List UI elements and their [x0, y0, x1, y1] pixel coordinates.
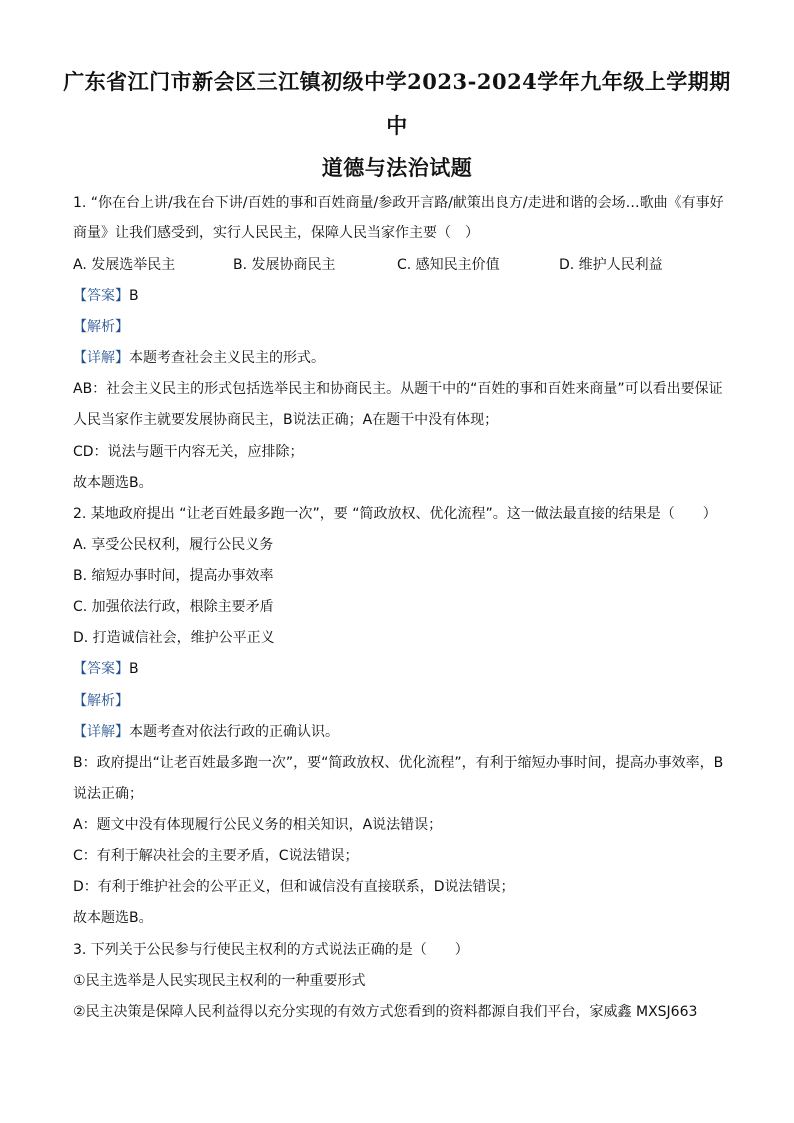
- option-c: C. 感知民主价值: [397, 257, 500, 273]
- question-3-stem: 3. 下列关于公民参与行使民主权利的方式说法正确的是（ ）: [73, 942, 469, 958]
- statement-item: ①民主选举是人民实现民主权利的一种重要形式: [73, 973, 366, 989]
- statement-item: ②民主决策是保障人民利益得以充分实现的有效方式您看到的资料都源自我们平台，家威鑫 MXSJ663: [73, 1004, 698, 1020]
- explanation-line: AB：社会主义民主的形式包括选举民主和协商民主。从题干中的“百姓的事和百姓来商量”可以看出要保证: [73, 381, 723, 397]
- explanation-line: 人民当家作主就要发展协商民主，B说法正确；A在题干中没有体现；: [73, 412, 499, 428]
- answer-line: [73, 286, 723, 306]
- question-1-stem-continued: 商量》让我们感受到，实行人民民主，保障人民当家作主要（ ）: [73, 225, 479, 241]
- detail-line: [73, 348, 723, 368]
- explanation-line: 说法正确；: [73, 786, 143, 802]
- option-c: C. 加强依法行政，根除主要矛盾: [73, 599, 274, 615]
- option-d: D. 打造诚信社会，维护公平正义: [73, 630, 275, 646]
- explanation-line: D：有利于维护社会的公平正义，但和诚信没有直接联系，D说法错误；: [73, 879, 515, 895]
- option-d: D. 维护人民利益: [559, 257, 663, 273]
- explanation-line: CD：说法与题干内容无关，应排除；: [73, 444, 304, 460]
- page-title: 广东省江门市新会区三江镇初级中学2023-2024学年九年级上学期期: [63, 69, 731, 94]
- option-b: B. 缩短办事时间，提高办事效率: [73, 568, 274, 584]
- detail-line: [73, 722, 723, 742]
- answer-value: B: [129, 661, 139, 677]
- question-2-stem: 2. 某地政府提出 “让老百姓最多跑一次”，要 “简政放权、优化流程”。这一做法最直接的结果是（ ）: [73, 506, 717, 522]
- detail-text: 本题考查对依法行政的正确认识。: [129, 724, 339, 740]
- explanation-line: A：题文中没有体现履行公民义务的相关知识，A说法错误；: [73, 817, 443, 833]
- analysis-tag: 【解析】: [73, 319, 129, 335]
- page-subtitle: 道德与法治试题: [321, 155, 473, 180]
- answer-line: [73, 659, 723, 679]
- analysis-tag: 【解析】: [73, 693, 129, 709]
- detail-tag: 【详解】: [73, 724, 129, 740]
- explanation-line: 故本题选B。: [73, 910, 153, 926]
- answer-tag: 【答案】: [73, 661, 129, 677]
- explanation-line: 故本题选B。: [73, 475, 153, 491]
- option-a: A. 发展选举民主: [73, 257, 176, 273]
- page-title-continued: 中: [386, 113, 408, 138]
- answer-tag: 【答案】: [73, 288, 129, 304]
- question-1-stem: 1. “你在台上讲/我在台下讲/百姓的事和百姓商量/参政开言路/献策出良方/走进和谐的会场…歌曲《有事好: [73, 195, 724, 211]
- explanation-line: B：政府提出“让老百姓最多跑一次”，要“简政放权、优化流程”，有利于缩短办事时间，提高办事效率，B: [73, 755, 724, 771]
- answer-value: B: [129, 288, 139, 304]
- detail-text: 本题考查社会主义民主的形式。: [129, 350, 325, 366]
- explanation-line: C：有利于解决社会的主要矛盾，C说法错误；: [73, 848, 359, 864]
- detail-tag: 【详解】: [73, 350, 129, 366]
- option-a: A. 享受公民权利，履行公民义务: [73, 537, 274, 553]
- option-b: B. 发展协商民主: [233, 257, 336, 273]
